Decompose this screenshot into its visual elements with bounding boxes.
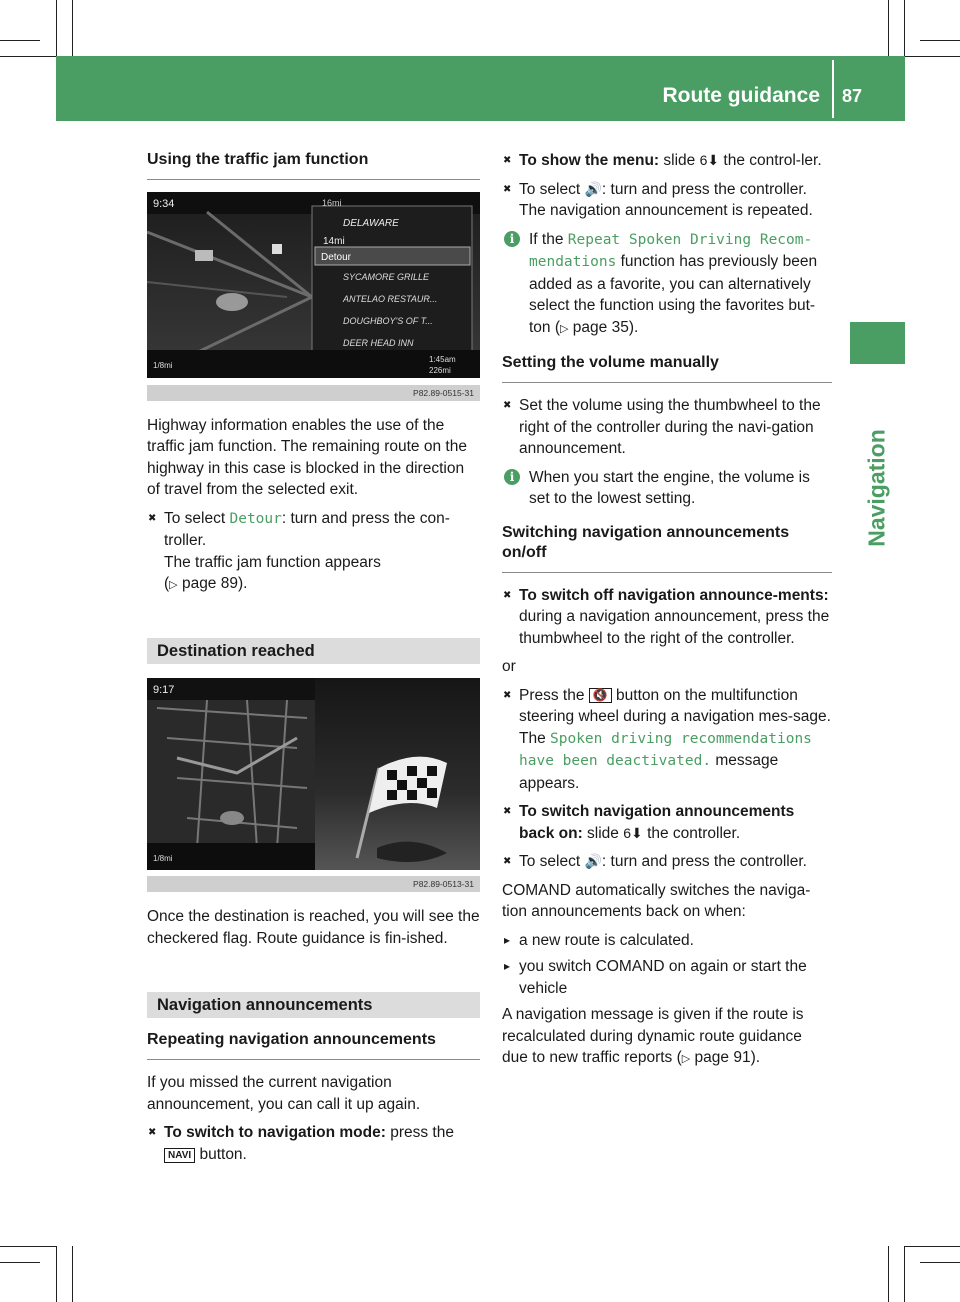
navi-button-icon: NAVI [164,1148,195,1163]
instruction-step: ✖ Set the volume using the thumbwheel to the right of the controller during the navi-gation announcement. [502,395,832,460]
crop-mark [0,1246,56,1247]
section-title-traffic-jam: Using the traffic jam function [147,150,480,180]
image-caption: P82.89-0515-31 [147,385,480,401]
list-item: ▸ you switch COMAND on again or start the vehicle [502,956,832,999]
section-title-destination-reached: Destination reached [147,638,480,664]
image-caption: P82.89-0513-31 [147,876,480,892]
crop-mark [905,56,960,57]
right-column [502,150,832,1078]
instruction-step: ✖ To select 🔊: turn and press the controller. [502,851,832,873]
side-tab-label: Navigation [863,429,890,547]
screen-list-item: DOUGHBOY'S OF T... [343,316,433,326]
screen-scale: 1/8mi [153,853,173,863]
screen-list-item: DEER HEAD INN [343,338,414,348]
subsection-title-repeating: Repeating navigation announcements [147,1030,480,1060]
instruction-step: ✖ To switch navigation announcements back on: slide 6⬇ the controller. [502,801,832,844]
screen-eta: 1:45am [429,355,456,364]
nav-screen-traffic [147,192,480,378]
crop-mark [888,0,889,56]
page-reference[interactable]: page 89). [177,575,248,592]
screen-remaining-distance: 226mi [429,366,451,375]
crop-mark [72,1246,73,1302]
slide-down-icon: 6⬇ [623,824,643,841]
instruction-step: ✖ To select Detour: turn and press the con-troller. The traffic jam function appears (▷ page 89). [147,508,480,597]
speaker-icon: 🔊 [584,180,602,197]
screen-list-item: DELAWARE [343,218,399,229]
message-text: Spoken driving recommendations have been deactivated. [519,730,812,769]
screen-scale: 1/8mi [153,361,173,370]
header-divider [832,60,834,118]
page-number: 87 [842,86,863,106]
map-marker-icon [272,244,282,254]
slide-down-icon: 6⬇ [699,152,720,168]
info-icon: i [504,469,520,485]
info-note: i When you start the engine, the volume is set to the lowest setting. [502,467,832,510]
crop-mark [56,1246,57,1302]
instruction-step: ✖ To switch to navigation mode: press the NAVI button. [147,1122,480,1165]
or-text: or [502,658,516,675]
crop-mark [920,40,960,41]
side-tab-marker [850,322,905,364]
section-title-navigation-announcements: Navigation announcements [147,992,480,1018]
page-reference[interactable]: page 91). [690,1049,761,1066]
crop-mark [56,0,57,56]
page-ref-arrow-icon: ▷ [560,322,569,335]
instruction-step: ✖ To select 🔊: turn and press the controller. The navigation announcement is repeated. [502,179,832,222]
crop-mark [0,56,56,57]
menu-item-detour: Detour [229,510,282,527]
info-note: i If the Repeat Spoken Driving Recom‐mendations function has previously been added as a favorite, you can alternatively select the function using the favorites but-ton (▷ page 35). [502,229,832,341]
instruction-step: ✖ To switch off navigation announce-ments: during a navigation announcement, press the thumbwheel to the right of the controller. [502,585,832,650]
car-position-icon [216,293,248,311]
screen-list-item: 14mi [323,236,345,247]
crop-mark [904,0,905,56]
crop-mark [920,1262,960,1263]
crop-mark [0,40,40,41]
left-column [147,150,480,1172]
list-item: ▸ a new route is calculated. [502,930,832,952]
car-position-icon [220,811,244,825]
paragraph: If you missed the current navigation announcement, you can call it up again. [147,1074,421,1113]
screen-time: 9:34 [153,198,175,210]
crop-mark [0,1262,40,1263]
instruction-step: ✖ To show the menu: slide 6⬇ the control-ler. [502,150,832,172]
paragraph: COMAND automatically switches the naviga-tion announcements back on when: [502,881,811,920]
crop-mark [72,0,73,56]
screen-list-item: ANTELAO RESTAUR... [343,294,438,304]
traffic-jam-screenshot [147,192,480,401]
speaker-icon: 🔊 [584,853,602,869]
crop-mark [904,1246,905,1302]
paragraph: Once the destination is reached, you will see the checkered flag. Route guidance is fin-ished. [147,908,480,947]
page-ref-arrow-icon: ▷ [169,579,178,591]
section-title-switching: Switching navigation announcements on/off [502,523,832,573]
paragraph: Highway information enables the use of the traffic jam function. The remaining route on the highway in this case is blocked in the direction of travel from the selected exit. [147,416,467,498]
info-icon: i [504,231,520,247]
page-reference[interactable]: page 35). [568,318,639,336]
instruction-step: ✖ Press the 🔇 button on the multifunction steering wheel during a navigation mes-sage. The Spoken driving recommendations have been deactivated. message appears. [502,685,832,795]
page-title: Route guidance [662,84,820,107]
function-name: Repeat Spoken Driving Recom‐mendations [529,231,813,270]
crop-mark [905,1246,960,1247]
screen-list-item: SYCAMORE GRILLE [343,272,430,282]
screen-list-item-selected: Detour [321,252,352,263]
crop-mark [888,1246,889,1302]
page-ref-arrow-icon: ▷ [681,1053,691,1065]
screen-time: 9:17 [153,683,175,696]
map-marker-icon [195,250,213,261]
nav-screen-destination [147,678,480,870]
section-title-volume: Setting the volume manually [502,353,832,383]
destination-screenshot [147,678,480,893]
screen-top-distance: 16mi [322,198,342,208]
paragraph: A navigation message is given if the route is recalculated during dynamic route guidance due to new traffic reports (▷ page 91). [502,1006,804,1066]
mute-button-icon: 🔇 [589,688,612,703]
